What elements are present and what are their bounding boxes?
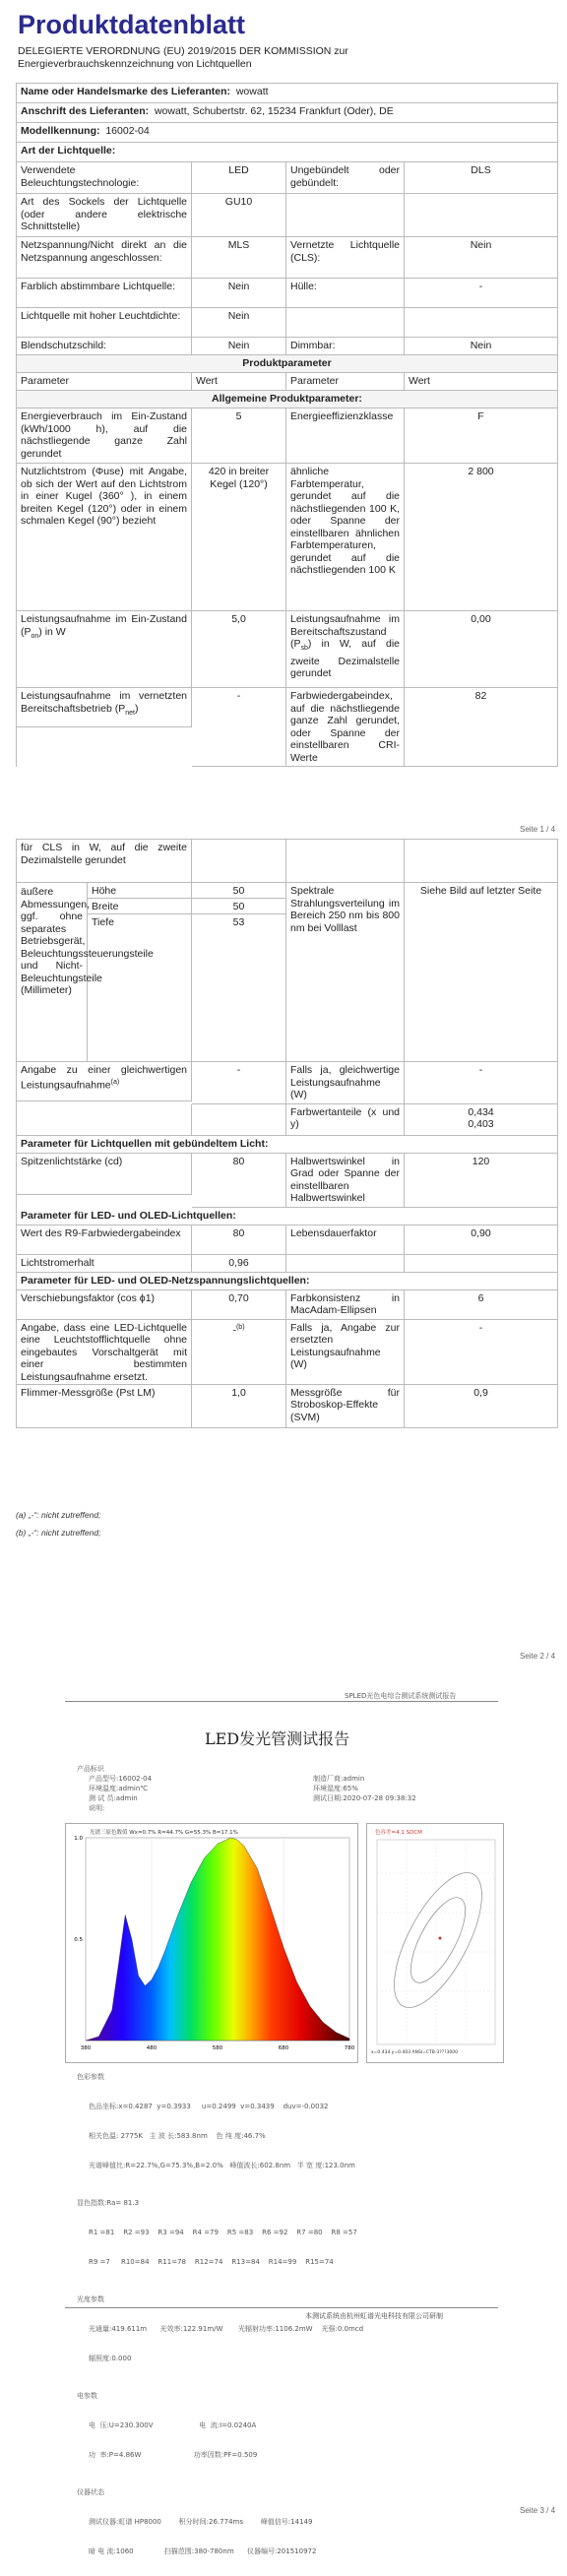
report-header: SPLED光色电综合测试系统测试报告: [345, 1692, 457, 1700]
param-value: Siehe Bild auf letzter Seite: [405, 883, 558, 1062]
macadam-ellipse-inner: [401, 1890, 476, 1990]
param-cell: für CLS in W, auf die zweite Dezimalstelle gerundet: [17, 840, 192, 883]
type-cell: Blendschutzschild:: [17, 338, 192, 355]
type-cell: Nein: [192, 338, 286, 355]
led-heading: Parameter für LED- und OLED-Lichtquellen:: [17, 1208, 558, 1225]
page-number: Seite 3 / 4: [520, 2506, 556, 2515]
type-cell: Vernetzte Lichtquelle (CLS):: [286, 237, 405, 279]
type-cell: LED: [192, 162, 286, 194]
measured-point: [439, 1937, 442, 1940]
col-header-param: Parameter: [17, 373, 192, 391]
page-title: Produktdatenblatt: [18, 10, 246, 39]
param-cell: Angabe, dass eine LED-Lichtquelle eine Leuchtstofflichtquelle ohne eingebautes Vorschaltgerät mit einer bestimmten Leistungsaufnahme ersetzt.: [17, 1320, 192, 1385]
x-tick-label: 780: [344, 2045, 355, 2051]
footnote-b: (b) „-“: nicht zutreffend;: [16, 1528, 101, 1538]
param-cell: [286, 840, 405, 883]
report-header-line: [65, 1701, 498, 1702]
param-value: -$^{(b)}$: [192, 1320, 286, 1385]
color-params-label: 色彩参数: [77, 2073, 104, 2081]
type-heading: Art der Lichtquelle:: [17, 143, 558, 162]
param-value: 0,70: [192, 1290, 286, 1320]
type-cell: Ungebündelt oder gebündelt:: [286, 162, 405, 194]
report-footer-line: [65, 2307, 498, 2308]
report-title: LED发光管测试报告: [205, 1729, 350, 1748]
param-cell: Lichtstromerhalt: [17, 1255, 192, 1273]
product-info-label: 产品标识: [77, 1765, 104, 1773]
product-no: 产品型号:16002-04: [89, 1775, 153, 1783]
footnote-a: (a) „-“: nicht zutreffend;: [16, 1510, 101, 1520]
spectrum-chart-caption: 光谱三原色数值 Wx=0.7% R=44.7% G=55.3% B=17.1%: [90, 1830, 238, 1836]
humidity: 环境湿度:65%: [313, 1785, 358, 1792]
type-cell: Nein: [405, 237, 558, 279]
macadam-ellipse-outer: [377, 1860, 499, 2020]
param-value: 420 in breiter Kegel (120°): [192, 464, 286, 611]
elec-line: 电 压:U=230.300V 电 流:I=0.0240A: [89, 2421, 257, 2429]
param-value: 82: [405, 688, 558, 767]
color-line: 相关色温: 2775K 主 波 长:583.8nm 色 纯 度:46.7%: [89, 2132, 266, 2140]
report-footer: 本测试系统由杭州虹谱光电科技有限公司研制: [305, 2312, 443, 2320]
param-cell: Spektrale Strahlungsverteilung im Bereich 250 nm bis 800 nm bei Volllast: [286, 883, 405, 1062]
page-number: Seite 1 / 4: [520, 825, 556, 834]
type-cell: Netzspannung/Nicht direkt an die Netzspannung angeschlossen:: [17, 237, 192, 279]
general-params-heading: Allgemeine Produktparameter:: [17, 391, 558, 408]
dim-name: Höhe: [88, 883, 191, 899]
param-value: 5,0: [192, 611, 286, 688]
photo-line: 辐照度:0.000: [89, 2355, 132, 2362]
photo-line: 光通量:419.611m 光效率:122.91m/W 光辐射功率:1106.2mW 光强:0.0mcd: [89, 2325, 364, 2333]
x-tick-label: 580: [212, 2045, 223, 2051]
param-value: -: [405, 1062, 558, 1104]
param-value: 0,00: [405, 611, 558, 688]
param-value: -: [192, 688, 286, 767]
param-cell: Spitzenlichtstärke (cd): [17, 1154, 192, 1195]
dimensions-label: äußere Abmessungen, ggf. ohne separates Betriebsgerät, Beleuchtungssteuerungsteile und Nicht-Beleuchtungsteile (Millimeter): [17, 883, 88, 1061]
color-line: 光谱峰值比:R=22.7%,G=75.3%,B=2.0% 峰值波长:602.8nm 半 宽 度:123.0nm: [89, 2162, 355, 2169]
param-cell: Verschiebungsfaktor (cos ϕ1): [17, 1290, 192, 1320]
param-value: [192, 1104, 286, 1136]
param-value: 5: [192, 408, 286, 464]
dimensions-values: [192, 883, 286, 1062]
y-tick-label: 0.5: [74, 1937, 83, 1943]
param-value: 0,434 0,403: [405, 1104, 558, 1136]
param-cell: [286, 1255, 405, 1273]
type-cell: Farblich abstimmbare Lichtquelle:: [17, 279, 192, 308]
param-cell: Leistungsaufnahme im Bereitschaftszustand $(P_{sb})$ in W, auf die zweite Dezimalstelle gerundet: [286, 611, 405, 688]
type-cell: DLS: [405, 162, 558, 194]
type-cell: Dimmbar:: [286, 338, 405, 355]
col-header-param: Parameter: [286, 373, 405, 391]
cri-line: R9 =7 R10=84 R11=78 R12=74 R13=84 R14=99 R15=74: [89, 2258, 334, 2266]
param-value: 80: [192, 1154, 286, 1208]
param-cell: Lebensdauerfaktor: [286, 1225, 405, 1255]
param-cell: Energieeffizienzklasse: [286, 408, 405, 464]
spectrum-chart: [66, 1824, 357, 2062]
product-info-table: [16, 83, 558, 767]
param-cell: Nutzlichtstrom (Φuse) mit Angabe, ob sich der Wert auf den Lichtstrom in einer Kugel (360° ), in einem breiten Kegel (120°) oder in einem schmalen Kegel (90°) bezieht: [17, 464, 192, 611]
type-cell: Nein: [192, 308, 286, 338]
param-cell: Messgröße für Stroboskop-Effekte (SVM): [286, 1385, 405, 1428]
param-cell: Farbwiedergabeindex, auf die nächstliegende ganze Zahl gerundet, oder Spanne der einstellbaren CRI-Werte: [286, 688, 405, 767]
dimensions-cell: [17, 883, 192, 1062]
product-params-heading: Produktparameter: [17, 355, 558, 373]
test-date: 测试日期:2020-07-28 09:38:32: [313, 1794, 416, 1802]
type-cell: [405, 308, 558, 338]
param-cell: Leistungsaufnahme im Ein-Zustand $(P_{on})$ in W: [17, 611, 192, 688]
cri-label: 显色指数:Ra= 81.3: [77, 2199, 140, 2207]
elec-params-label: 电参数: [77, 2392, 97, 2400]
model-row: Modellkennung: 16002-04: [17, 123, 558, 143]
instrument-label: 仪器状态: [77, 2488, 104, 2496]
directional-heading: Parameter für Lichtquellen mit gebündeltem Licht:: [17, 1136, 558, 1154]
cie-caption: 色容差=4.1 SDCM: [375, 1830, 422, 1836]
dim-value: 50: [192, 883, 285, 899]
param-value: -: [192, 1062, 286, 1104]
elec-line: 功 率:P=4.86W 功率因数:PF=0.509: [89, 2451, 258, 2459]
param-cell: Leistungsaufnahme im vernetzten Bereitschaftsbetrieb $(P_{net})$: [17, 688, 192, 727]
param-value: 0,96: [192, 1255, 286, 1273]
type-cell: Verwendete Beleuchtungstechnologie:: [17, 162, 192, 194]
test-person: 测 试 员:admin: [89, 1794, 138, 1802]
spectrum-y-ticks: [74, 1836, 83, 1943]
y-tick-label: 1.0: [74, 1836, 83, 1842]
param-value: [192, 840, 286, 883]
page-1: [0, 0, 567, 837]
col-header-value: Wert: [192, 373, 286, 391]
param-value: F: [405, 408, 558, 464]
x-tick-label: 480: [146, 2045, 158, 2051]
param-cell: [17, 1104, 192, 1136]
manufacturer: 制造厂商:admin: [313, 1775, 365, 1783]
spectrum-chart-frame: [65, 1823, 358, 2063]
param-value: 1,0: [192, 1385, 286, 1428]
ambient-temp: 环境温度:admin℃: [89, 1785, 149, 1792]
param-value: [405, 840, 558, 883]
regulation-intro: DELEGIERTE VERORDNUNG (EU) 2019/2015 DER KOMMISSION zur Energieverbrauchskennzeichnung von Lichtquellen: [18, 45, 348, 70]
x-tick-label: 380: [80, 2045, 92, 2051]
type-cell: GU10: [192, 194, 286, 237]
note: 说明:: [89, 1804, 105, 1812]
param-cell: ähnliche Farbtemperatur, gerundet auf die nächstliegenden 100 K, oder Spanne der einstellbaren ähnlichen Farbtemperaturen, gerundet auf die nächstliegenden 100 K: [286, 464, 405, 611]
cie-bottom-label: x=0.434 y=0.403 ANSI=CTB-3???3000: [371, 2050, 458, 2055]
col-header-value: Wert: [405, 373, 558, 391]
param-cell: Halbwertswinkel in Grad oder Spanne der einstellbaren Halbwertswinkel: [286, 1154, 405, 1208]
page-3: [0, 1673, 567, 2555]
cie-ellipse-chart: [367, 1824, 503, 2062]
color-line: 色品坐标:x=0.4287 y=0.3933 u=0.2499 v=0.3439 duv=-0.0032: [89, 2103, 329, 2110]
param-cell: Falls ja, Angabe zur ersetzten Leistungsaufnahme (W): [286, 1320, 405, 1385]
param-value: 120: [405, 1154, 558, 1208]
param-cell: Energieverbrauch im Ein-Zustand (kWh/1000 h), auf die nächstliegende ganze Zahl gerundet: [17, 408, 192, 464]
instrument-line: 测试仪器:虹谱 HP8000 积分时间:26.774ms 峰值信号:14149: [89, 2518, 313, 2526]
cri-line: R1 =81 R2 =93 R3 =94 R4 =79 R5 =83 R6 =92 R7 =80 R8 =57: [89, 2229, 357, 2236]
supplier-name-row: Name oder Handelsmarke des Lieferanten: wowatt: [17, 84, 558, 103]
supplier-address-row: Anschrift des Lieferanten: wowatt, Schubertstr. 62, 15234 Frankfurt (Oder), DE: [17, 103, 558, 123]
param-cell: Angabe zu einer gleichwertigen Leistungsaufnahme$^{(a)}$: [17, 1062, 192, 1101]
param-value: -: [405, 1320, 558, 1385]
param-value: [405, 1255, 558, 1273]
x-tick-label: 680: [278, 2045, 289, 2051]
type-cell: Nein: [405, 338, 558, 355]
product-params-table-cont: [16, 839, 558, 1428]
type-cell: Lichtquelle mit hoher Leuchtdichte:: [17, 308, 192, 338]
page-number: Seite 2 / 4: [520, 1652, 556, 1661]
dim-name: Breite: [88, 899, 191, 914]
param-value: 80: [192, 1225, 286, 1255]
type-cell: [286, 194, 405, 237]
param-cell: Farbwertanteile (x und y): [286, 1104, 405, 1136]
type-cell: [286, 308, 405, 338]
type-cell: MLS: [192, 237, 286, 279]
cie-diagram-frame: [366, 1823, 504, 2063]
param-cell: Farbkonsistenz in MacAdam-Ellipsen: [286, 1290, 405, 1320]
instrument-line: 暗 电 流:1060 扫描范围:380-780nm 仪器编号:201510972: [89, 2547, 317, 2555]
photo-params-label: 光度参数: [77, 2295, 104, 2303]
param-value: 2 800: [405, 464, 558, 611]
param-cell: Flimmer-Messgröße (Pst LM): [17, 1385, 192, 1428]
param-value: 0,9: [405, 1385, 558, 1428]
type-cell: Art des Sockels der Lichtquelle (oder andere elektrische Schnittstelle): [17, 194, 192, 237]
dim-value: 53: [232, 916, 245, 928]
param-cell: Falls ja, gleichwertige Leistungsaufnahme (W): [286, 1062, 405, 1104]
page-2: [0, 839, 567, 1665]
type-cell: Nein: [192, 279, 286, 308]
type-cell: [405, 194, 558, 237]
type-cell: Hülle:: [286, 279, 405, 308]
param-cell: Wert des R9-Farbwiedergabeindex: [17, 1225, 192, 1255]
param-value: 6: [405, 1290, 558, 1320]
product-info-block: [77, 1764, 510, 1813]
mains-heading: Parameter für LED- und OLED-Netzspannungslichtquellen:: [17, 1273, 558, 1290]
type-cell: -: [405, 279, 558, 308]
param-value: 0,90: [405, 1225, 558, 1255]
spectrum-x-ticks: [81, 2045, 355, 2051]
dim-value: 50: [192, 899, 285, 914]
dim-name: Tiefe: [92, 916, 114, 928]
measurement-block: [77, 2072, 549, 2576]
